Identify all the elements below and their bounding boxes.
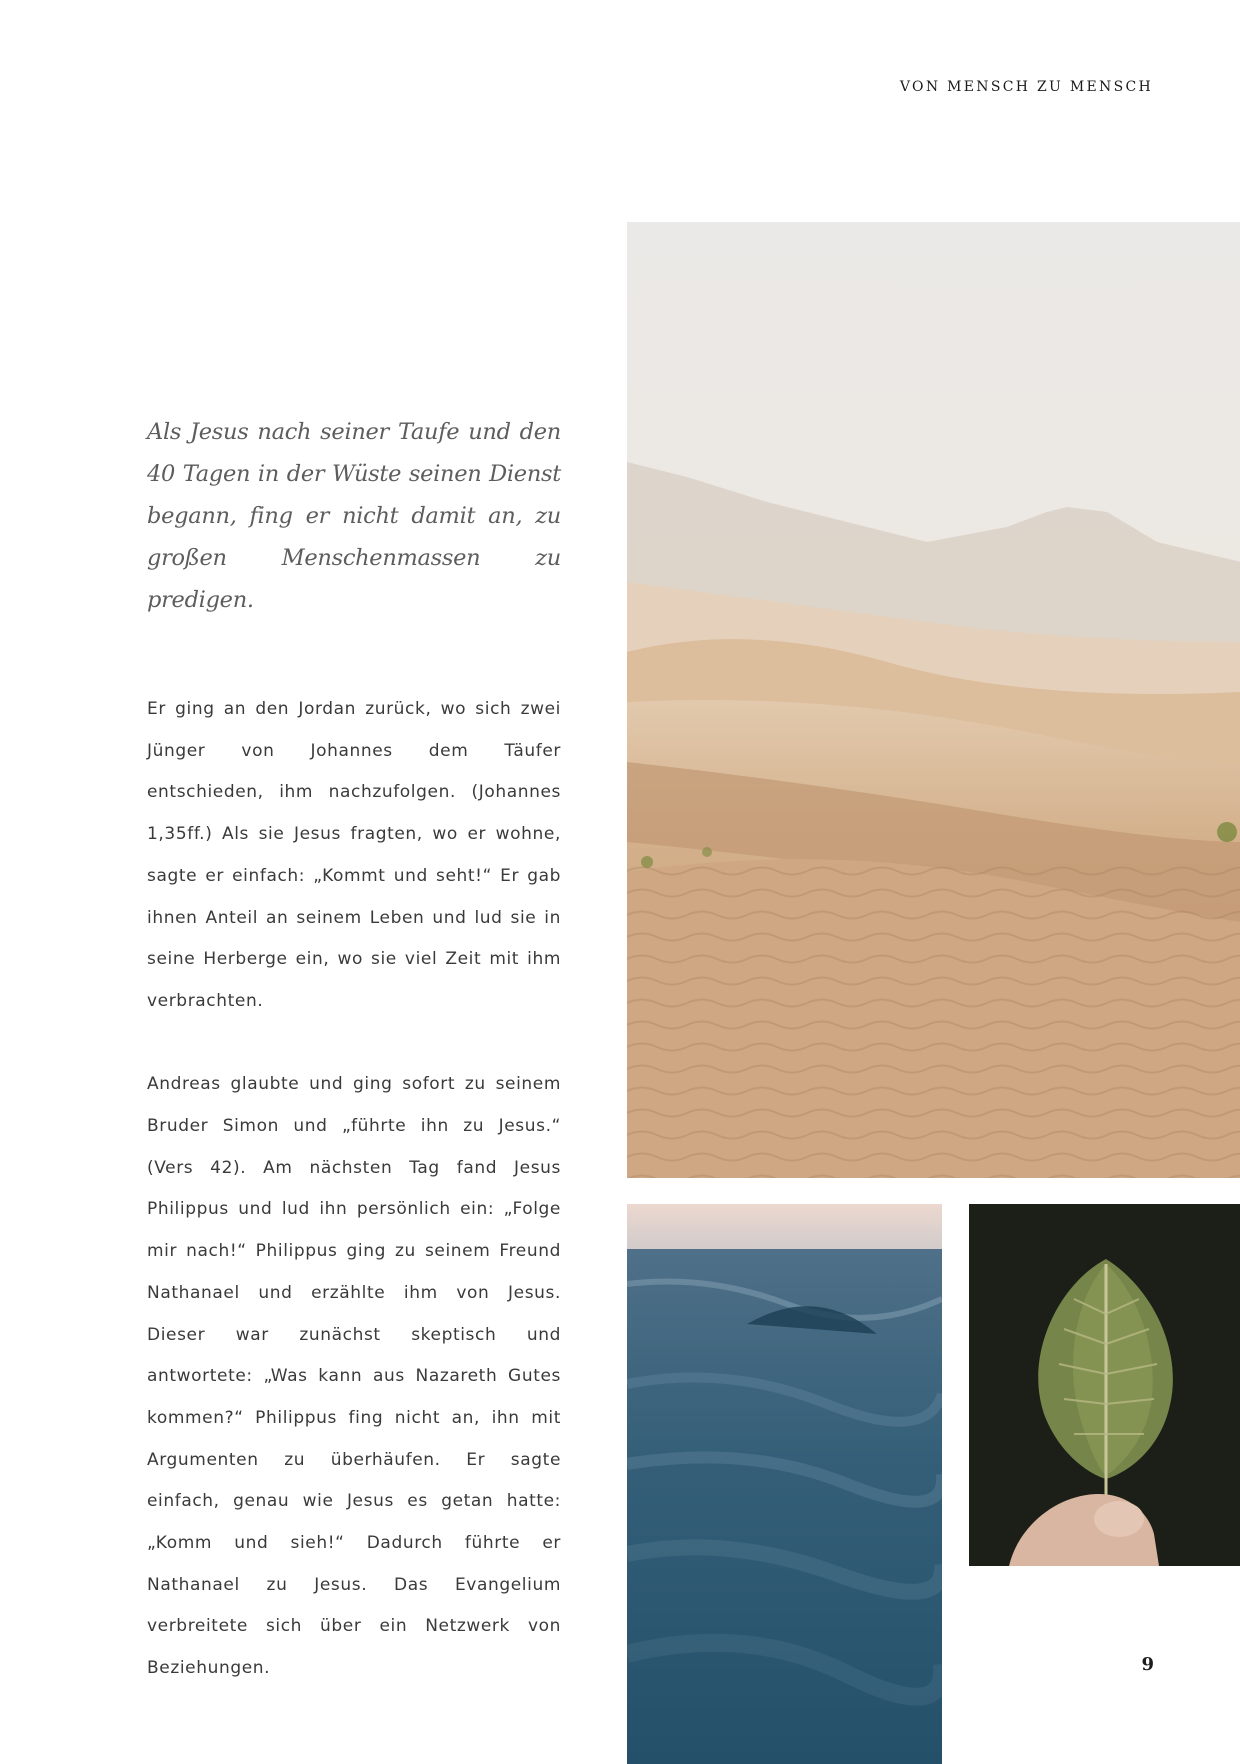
- body-paragraph: Andreas glaubte und ging sofort zu seinem Bruder Simon und „führte ihn zu Jesus.“ (Vers 42). Am nächsten Tag fand Jesus Philippus und lud ihn persönlich ein: „Folge mir nach!“ Philippus ging zu seinem Freund Nathanael und erzählte ihm von Jesus. Dieser war zunächst skeptisch und antwortete: „Was kann aus Nazareth Gutes kommen?“ Philippus fing nicht an, ihn mit Argumenten zu überhäufen. Er sagte einfach, genau wie Jesus es getan hatte: „Komm und sieh!“ Dadurch führte er Nathanael zu Jesus. Das Evangelium verbreitete sich über ein Netzwerk von Beziehungen.: [147, 1074, 561, 1679]
- lead-paragraph: Als Jesus nach seiner Taufe und den 40 Tagen in der Wüste seinen Dienst begann, fing er nicht damit an, zu großen Menschenmassen zu predigen.: [147, 419, 561, 613]
- desert-photo: [627, 222, 1240, 1178]
- water-photo: [627, 1204, 942, 1764]
- leaf-photo: [969, 1204, 1240, 1566]
- body-paragraph: Er ging an den Jordan zurück, wo sich zwei Jünger von Johannes dem Täufer entschieden, ihm nachzufolgen. (Johannes 1,35ff.) Als sie Jesus fragten, wo er wohne, sagte er einfach: „Kommt und seht!“ Er gab ihnen Anteil an seinem Leben und lud sie in seine Herberge ein, wo sie viel Zeit mit ihm verbrachten.: [147, 699, 561, 1011]
- page-number: 9: [1141, 1654, 1154, 1675]
- running-header: VON MENSCH ZU MENSCH: [899, 79, 1153, 95]
- article-text: [147, 411, 561, 1690]
